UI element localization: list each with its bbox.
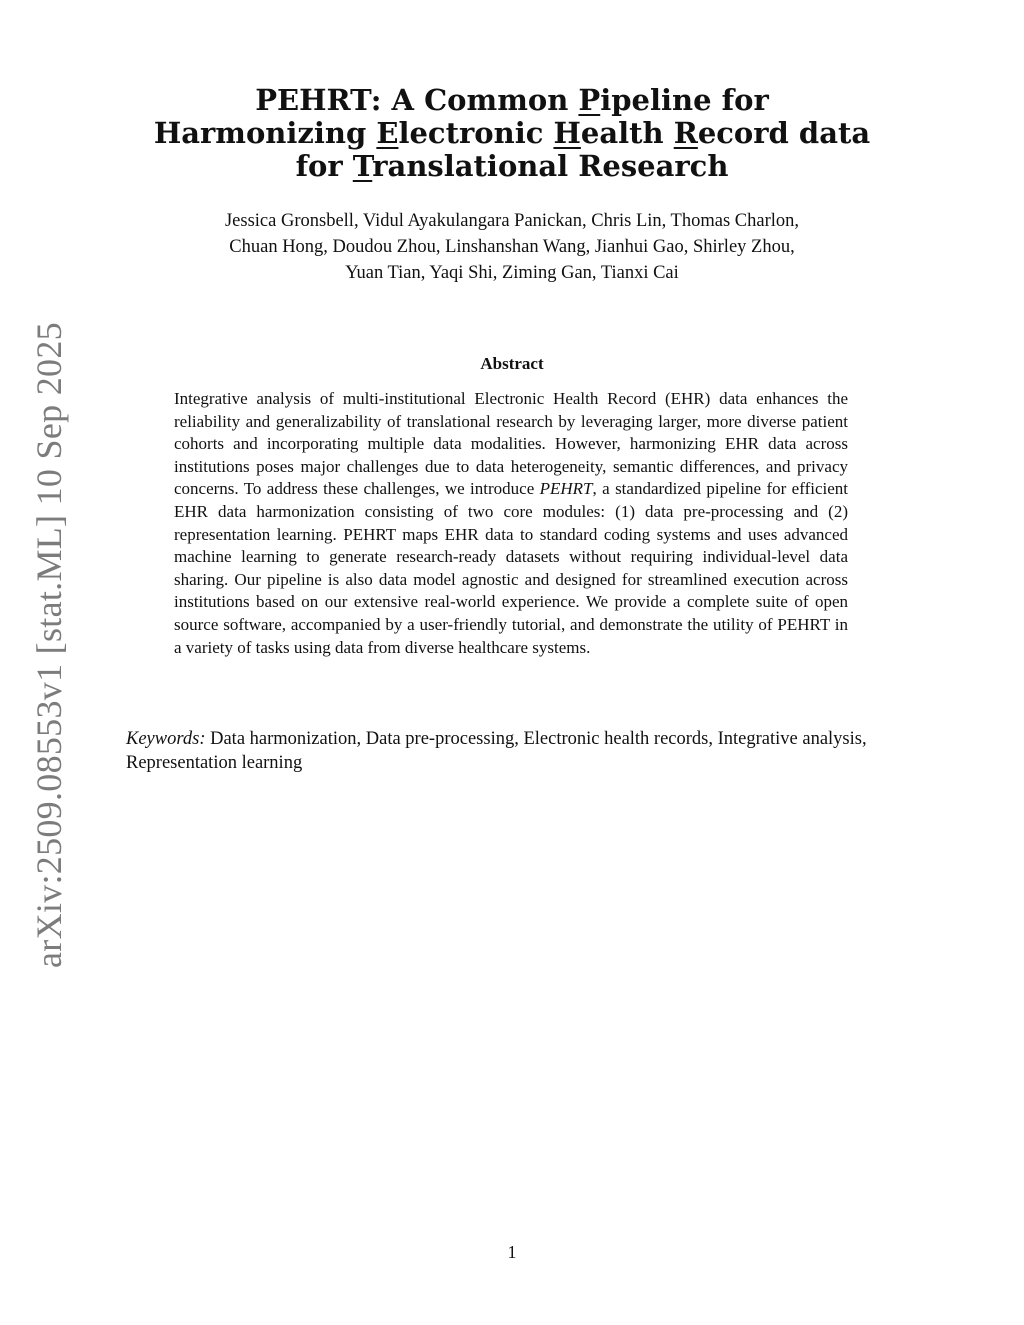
abstract-heading: Abstract [480, 354, 544, 373]
author-line-1: Jessica Gronsbell, Vidul Ayakulangara Panickan, Chris Lin, Thomas Charlon, [224, 211, 800, 231]
author-line-2: Chuan Hong, Doudou Zhou, Linshanshan Wang, Jianhui Gao, Shirley Zhou, [229, 237, 795, 257]
title-line-3: for Translational Research [295, 149, 729, 183]
paper-title [0, 84, 1024, 183]
author-list [0, 208, 1024, 286]
title-line-1: PEHRT: A Common Pipeline for [255, 83, 769, 117]
title-line-2: Harmonizing Electronic Health Record data [153, 116, 871, 150]
abstract-text: Integrative analysis of multi-institutional Electronic Health Record (EHR) data enhances the reliability and generalizability of translational research by leveraging larger, more diverse patient cohorts and incorporating multiple data modalities. However, harmonizing EHR data across institutions poses major challenges due to data heterogeneity, semantic differences, and privacy concerns. To address these challenges, we introduce PEHRT, a standardized pipeline for efficient EHR data harmonization consisting of two core modules: (1) data pre-processing and (2) representation learning. PEHRT maps EHR data to standard coding systems and uses advanced machine learning to generate research-ready datasets without requiring individual-level data sharing. Our pipeline is also data model agnostic and designed for streamlined execution across institutions based on our extensive real-world experience. We provide a complete suite of open source software, accompanied by a user-friendly tutorial, and demonstrate the utility of PEHRT in a variety of tasks using data from diverse healthcare systems. [174, 389, 849, 657]
keywords [126, 727, 898, 775]
author-line-3: Yuan Tian, Yaqi Shi, Ziming Gan, Tianxi Cai [345, 263, 679, 283]
keywords-text: Data harmonization, Data pre-processing, Electronic health records, Integrative analysis, Representation learning [126, 729, 867, 773]
page-number: 1 [507, 1242, 517, 1262]
abstract-emphasis: PEHRT [539, 479, 593, 499]
arxiv-identifier-stamp: arXiv:2509.08553v1 [stat.ML] 10 Sep 2025 [29, 322, 69, 968]
keywords-label: Keywords: [126, 729, 206, 749]
